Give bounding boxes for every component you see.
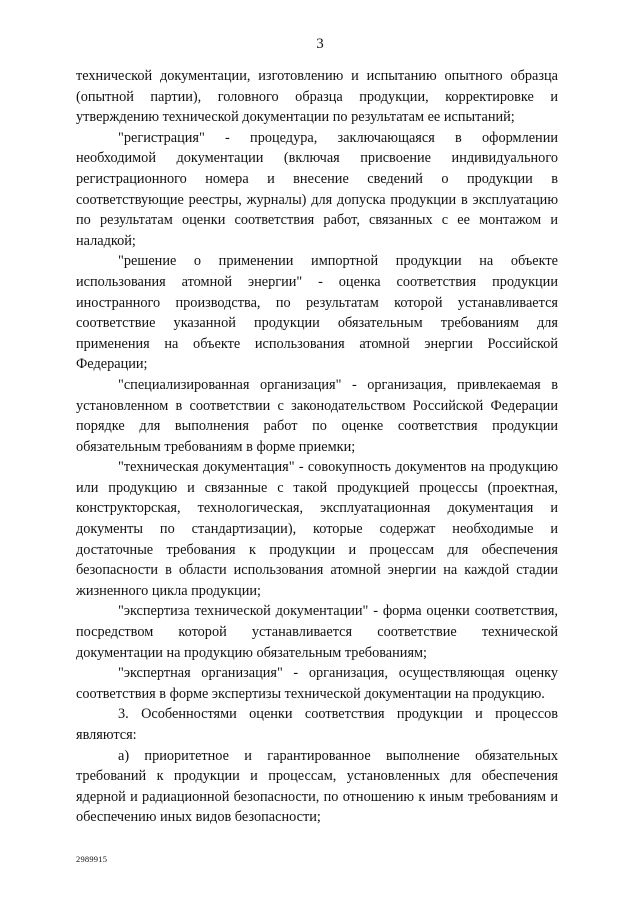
definition-specialized-organization: "специализированная организация" - организация, привлекаемая в установленном в соответствии с законодательством Российской Федерации порядке для выполнения работ по оценке соответствия продукции обязательным требованиям в форме приемки;: [76, 376, 558, 455]
paragraph-continuation: технической документации, изготовлению и испытанию опытного образца (опытной партии), головного образца продукции, корректировке и утверждению технической документации по результатам ее испытаний;: [76, 68, 558, 126]
section-3-item-a: а) приоритетное и гарантированное выполнение обязательных требований к продукции и процессам, установленных для обеспечения ядерной и радиационной безопасности, по отношению к иным требованиям и обеспечению иных видов безопасности;: [76, 747, 558, 826]
document-body: [76, 66, 558, 828]
page-number: 3: [316, 36, 324, 52]
definition-technical-documentation: "техническая документация" - совокупность документов на продукцию или продукцию и связанные с такой продукцией процессы (проектная, конструкторская, технологическая, эксплуатационная документация и документы по стандартизации), которые содержат необходимые и достаточные требования к продукции и процессам для обеспечения безопасности в области использования атомной энергии на каждой стадии жизненного цикла продукции;: [76, 459, 558, 599]
definition-documentation-expertise: "экспертиза технической документации" - форма оценки соответствия, посредством которой устанавливается соответствие технической документации на продукцию обязательным требованиям;: [76, 603, 558, 661]
definition-expert-organization: "экспертная организация" - организация, осуществляющая оценку соответствия в форме экспертизы технической документации на продукцию.: [76, 665, 558, 702]
section-3-heading: 3. Особенностями оценки соответствия продукции и процессов являются:: [76, 706, 558, 743]
definition-registration: "регистрация" - процедура, заключающаяся в оформлении необходимой документации (включая присвоение индивидуального регистрационного номера и внесение сведений о продукции в соответствующие реестры, журналы) для допуска продукции в эксплуатацию по результатам оценки соответствия работ, связанных с ее монтажом и наладкой;: [76, 129, 558, 249]
definition-import-decision: "решение о применении импортной продукции на объекте использования атомной энергии" - оценка соответствия продукции иностранного производства, по результатам которой устанавливается соответствие указанной продукции обязательным требованиям для применения на объекте использования атомной энергии Российской Федерации;: [76, 253, 558, 373]
document-code: 2989915: [76, 854, 108, 864]
